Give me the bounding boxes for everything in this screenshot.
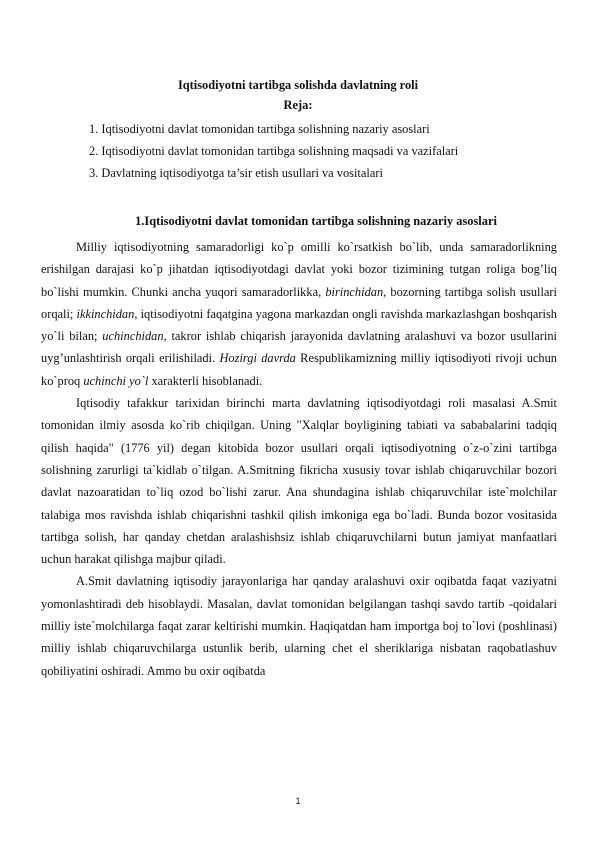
section-heading: 1.Iqtisodiyotni davlat tomonidan tartibga solishning nazariy asoslari bbox=[135, 214, 497, 228]
italic-run: birinchidan bbox=[325, 284, 384, 299]
text-run: xarakterli hisoblanadi. bbox=[148, 373, 263, 388]
paragraph-3: A.Smit davlatning iqtisodiy jarayonlariga har qanday aralashuvi oxir oqibatda faqat vaziyatni yomonlashtiradi deb hisoblaydi. Masalan, davlat tomonidan belgilangan tashqi savdo tartib -qoidalari milliy iste`molchilarga faqat zarar keltirishi mumkin. Haqiqatdan ham importga boj to`lovi (poshlinasi) milliy ishlab chiqaruvchilarga ustunlik berib, ularning chet el sheriklariga nisbatan raqobatlashuv qobiliyatini oshiradi. Ammo bu oxir oqibatda bbox=[41, 574, 557, 678]
plan-list bbox=[89, 118, 458, 184]
text-run: Milliy iqtisodiyotning samaradorligi ko`p omilli ko`rsatkish bo`lib, unda samaradorlikning erishilgan darajasi ko`p jihatdan iqtisodiyotdagi davlat yoki bozor tizimining tutgan roliga bog’liq bo`lishi mumkin. Chunki ancha yuqori samaradorlikka, bbox=[41, 240, 557, 299]
text-run: , iqtisodiyotni faqatgina yagona markazdan ongli ravishda markazlashgan boshqarish yo`li bilan; bbox=[41, 306, 557, 344]
text-run: , takror ishlab chiqarish jarayonida davlatning aralashuvi va bozor usullarini uyg’unlashtirish orqali erilishiladi. bbox=[41, 329, 557, 366]
text-run: , bozorning tartibga solish usullari orqali; bbox=[41, 284, 557, 321]
italic-run: Hozirgi davrda bbox=[219, 351, 296, 366]
text-run: Respublikamizning milliy iqtisodiyoti rivoji uchun ko`proq bbox=[41, 351, 557, 388]
plan-item: 3. Davlatning iqtisodiyotga ta’sir etish usullari va vositalari bbox=[89, 166, 383, 180]
italic-run: uchinchidan bbox=[102, 329, 164, 344]
body-text bbox=[41, 236, 557, 682]
paragraph-2: Iqtisodiy tafakkur tarixidan birinchi marta davlatning iqtisodiyotdagi roli masalasi A.Smit tomonidan ilmiy asosda ko`rib chiqilgan. Uning "Xalqlar boyligining tabiati va sababalarini tadqiq qilish haqida" (1776 yil) degan kitobida bozor usullari orqali iqtisodiyotning o`z-o`zini tartibga solishning zarurligi ta`kidlab o`tilgan. A.Smitning fikricha xususiy tovar ishlab chiqaruvchilar bozori davlat nazoaratidan to`liq ozod bo`lishi zarur. Ana shundagina ishlab chiqaruvchilar iste`molchilar talabiga mos ravishda ishlab chiqarishni tashkil qilish imkoniga ega bo`ladi. Bunda bozor vositasida tartibga solish, har qanday chetdan aralashishsiz ishlab chiqaruvchilarni butun jamiyat manfaatlari uchun harakat qilishga majbur qiladi. bbox=[41, 396, 557, 567]
plan-item: 1. Iqtisodiyotni davlat tomonidan tartibga solishning nazariy asoslari bbox=[89, 122, 430, 136]
italic-run: uchinchi yo`l bbox=[83, 373, 149, 388]
italic-run: ikkinchidan bbox=[76, 306, 135, 321]
plan-item: 2. Iqtisodiyotni davlat tomonidan tartibga solishning maqsadi va vazifalari bbox=[89, 144, 459, 158]
paragraph-1 bbox=[41, 236, 557, 392]
plan-heading: Reja: bbox=[283, 98, 313, 112]
page-number: 1 bbox=[295, 796, 301, 806]
document-title: Iqtisodiyotni tartibga solishda davlatning roli bbox=[177, 78, 419, 92]
